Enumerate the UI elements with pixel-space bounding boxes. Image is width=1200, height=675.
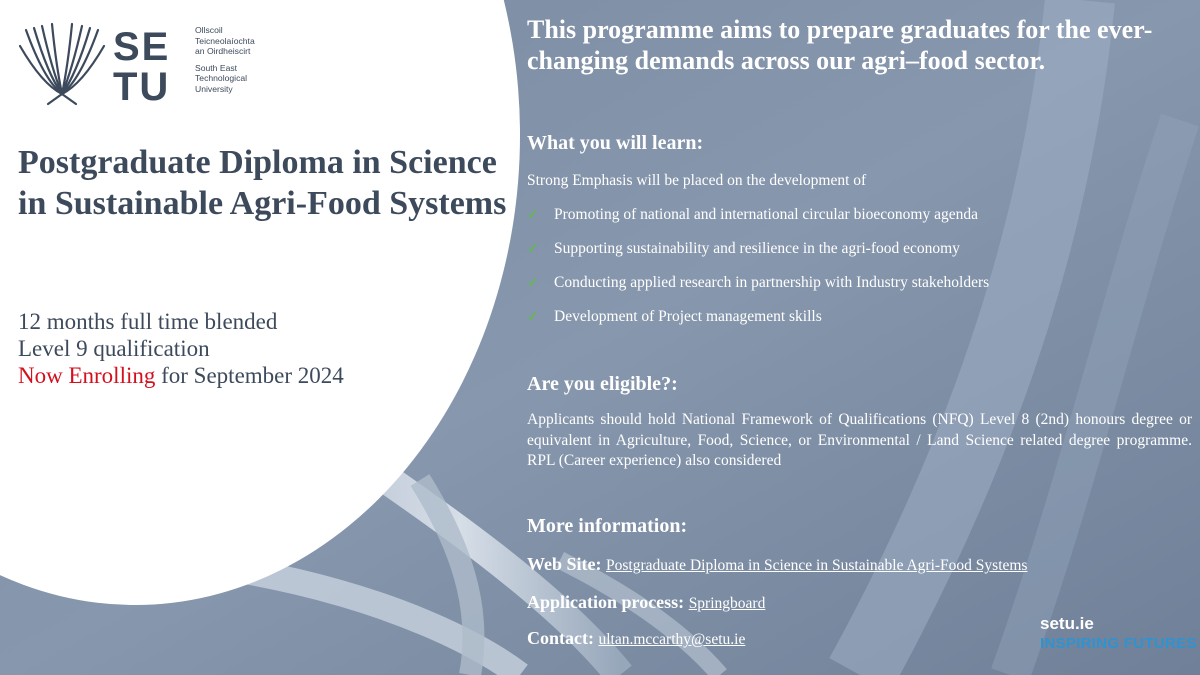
logo-mark: SE (113, 25, 171, 69)
check-icon: ✓ (527, 207, 539, 223)
learn-item: ✓ Development of Project management skills (527, 306, 822, 328)
logo-irish-line: Ollscoil (195, 25, 223, 35)
website-label: Web Site: (527, 554, 602, 574)
check-icon: ✓ (527, 275, 539, 291)
website-link[interactable]: Postgraduate Diploma in Science in Sustainable Agri-Food Systems (606, 557, 1028, 574)
springboard-link[interactable]: Springboard (688, 595, 766, 612)
learn-intro: Strong Emphasis will be placed on the development of (527, 172, 867, 189)
application-label: Application process: (527, 592, 685, 612)
enrolment-line (18, 362, 344, 389)
logo-english-line: Technological (195, 73, 248, 84)
now-enrolling-highlight: Now Enrolling (18, 363, 156, 388)
programme-tagline: This programme aims to prepare graduates for the ever-changing demands across our agri–food sector. (527, 15, 1153, 75)
contact-email-link[interactable]: ultan.mccarthy@setu.ie (598, 631, 746, 648)
programme-level: Level 9 qualification (18, 336, 210, 361)
logo-english-line: South East (195, 62, 238, 73)
logo-irish-line: Teicneolaíochta (195, 35, 255, 46)
logo-english-line: University (195, 83, 233, 94)
enrolment-date: for September 2024 (155, 363, 344, 388)
brand-slogan: INSPIRING FUTURES (1040, 635, 1197, 652)
eligible-heading: Are you eligible?: (527, 373, 678, 395)
application-row (527, 590, 765, 616)
contact-row (527, 626, 745, 652)
learn-item: ✓ Promoting of national and international circular bioeconomy agenda (527, 204, 978, 226)
learn-heading: What you will learn: (527, 132, 704, 154)
website-row (527, 552, 1027, 578)
more-info-heading: More information: (527, 515, 688, 537)
learn-item: ✓ Conducting applied research in partnership with Industry stakeholders (527, 272, 989, 294)
check-icon: ✓ (527, 309, 539, 325)
programme-duration: 12 months full time blended (18, 309, 278, 334)
logo-irish-line: an Oirdheiscirt (195, 46, 251, 57)
programme-title: Postgraduate Diploma in Science in Sustainable Agri-Food Systems (18, 144, 507, 222)
eligible-text: Applicants should hold National Framework of Qualifications (NFQ) Level 8 (2nd) honours degree or equivalent in Agriculture, Food, Science, or Environmental / Land Science related degree programme. RPL (Career experience) also considered (527, 411, 1192, 469)
svg-text:TU: TU (113, 65, 171, 106)
learn-item: ✓ Supporting sustainability and resilience in the agri-food economy (527, 238, 960, 260)
contact-label: Contact: (527, 628, 594, 648)
programme-details (18, 308, 344, 389)
brand-url: setu.ie (1040, 614, 1094, 633)
logo-fan-icon (20, 24, 104, 104)
logo-wordmark (195, 25, 255, 95)
check-icon: ✓ (527, 241, 539, 257)
brand-footer (1040, 614, 1197, 654)
